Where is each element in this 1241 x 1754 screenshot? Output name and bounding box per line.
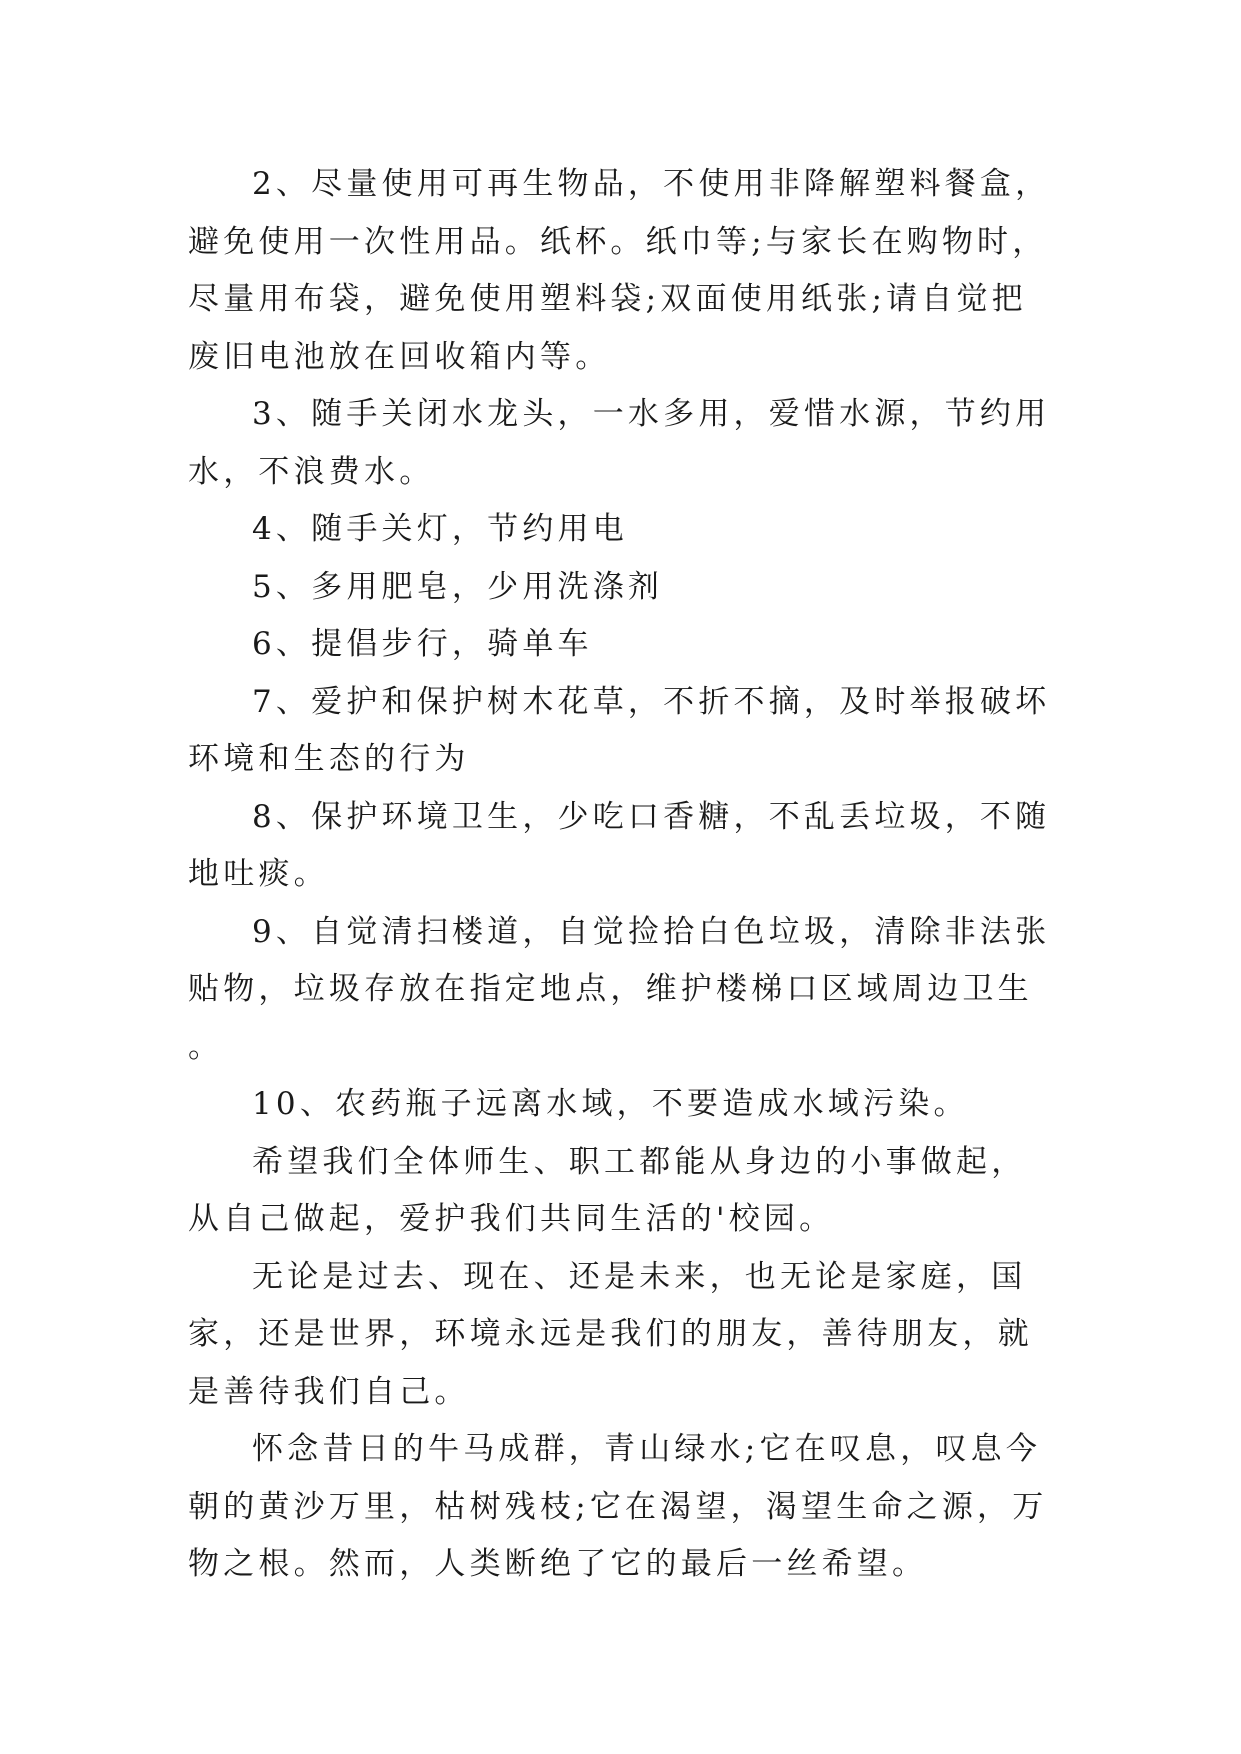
paragraph-item-4: 4、随手关灯，节约用电: [252, 511, 628, 547]
paragraph-item-9: 9、自觉清扫楼道，自觉捡拾白色垃圾，清除非法张贴物，垃圾存放在指定地点，维护楼梯口区域周边卫生。: [188, 913, 1051, 1065]
paragraph-hope: 希望我们全体师生、职工都能从身边的小事做起，从自己做起，爱护我们共同生活的'校园。: [188, 1143, 1027, 1237]
paragraph-reminiscence: 怀念昔日的牛马成群，青山绿水;它在叹息，叹息今朝的黄沙万里，枯树残枝;它在渴望，渴望生命之源，万物之根。然而，人类断绝了它的最后一丝希望。: [188, 1431, 1048, 1582]
paragraph-item-3: 3、随手关闭水龙头，一水多用，爱惜水源，节约用水，不浪费水。: [188, 396, 1051, 490]
paragraph-item-10: 10、农药瓶子远离水域，不要造成水域污染。: [252, 1086, 969, 1122]
document-body: [188, 156, 1058, 1594]
paragraph-item-5: 5、多用肥皂，少用洗涤剂: [252, 568, 664, 605]
paragraph-item-6: 6、提倡步行，骑单车: [252, 626, 593, 662]
paragraph-item-8: 8、保护环境卫生，少吃口香糖，不乱丢垃圾，不随地吐痰。: [188, 798, 1051, 892]
paragraph-item-2: 2、尽量使用可再生物品，不使用非降解塑料餐盒，避免使用一次性用品。纸杯。纸巾等;与家长在购物时，尽量用布袋，避免使用塑料袋;双面使用纸张;请自觉把废旧电池放在回收箱内等。: [188, 166, 1051, 375]
paragraph-environment-friend: 无论是过去、现在、还是未来，也无论是家庭，国家，还是世界，环境永远是我们的朋友，善待朋友，就是善待我们自己。: [188, 1258, 1033, 1410]
paragraph-item-7: 7、爱护和保护树木花草，不折不摘，及时举报破坏环境和生态的行为: [188, 683, 1051, 777]
